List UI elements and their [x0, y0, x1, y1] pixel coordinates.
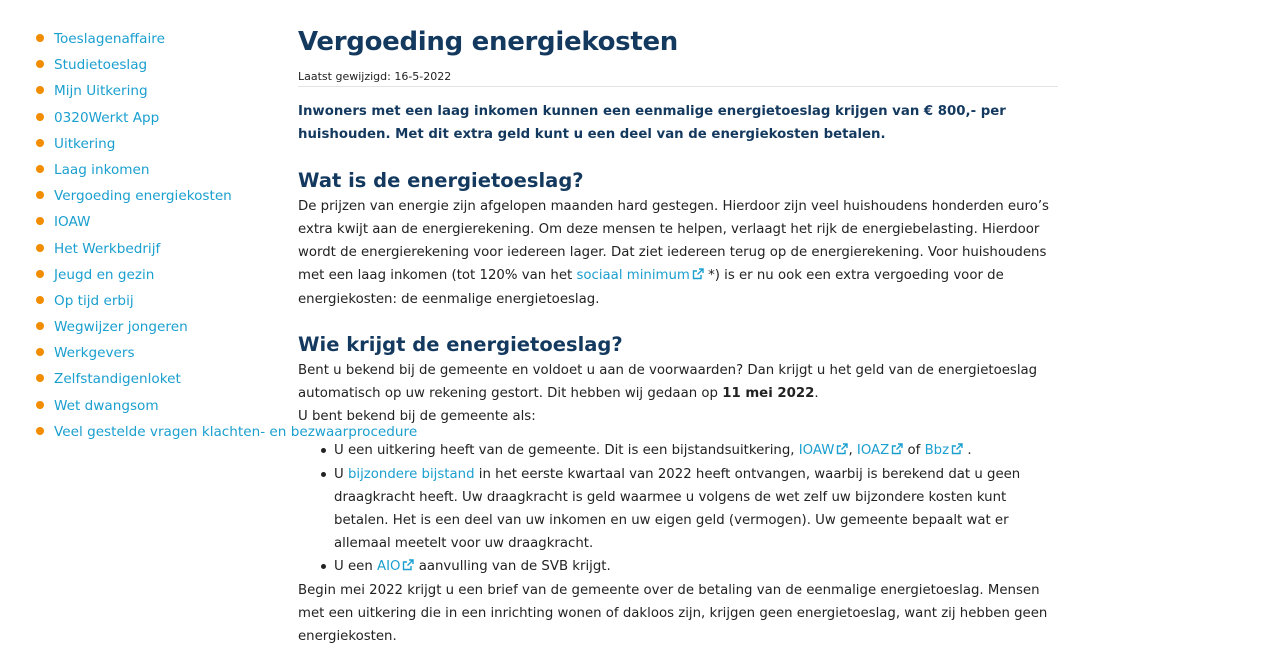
sidebar-link[interactable]: Vergoeding energiekosten — [54, 188, 232, 205]
article — [298, 24, 1058, 648]
payment-date: 11 mei 2022 — [722, 386, 815, 401]
sidebar-item-werkgevers[interactable] — [35, 342, 275, 368]
ioaz-link[interactable] — [857, 443, 903, 458]
bullet-icon — [36, 113, 44, 121]
paragraph-end: . — [814, 386, 819, 401]
bullet-icon — [321, 472, 326, 477]
link-text: Bbz — [924, 443, 950, 458]
sidebar-item-studietoeslag[interactable] — [35, 54, 275, 80]
bullet-icon — [36, 60, 44, 68]
sidebar-link[interactable]: Mijn Uitkering — [54, 83, 148, 100]
bullet-icon — [36, 165, 44, 173]
sidebar-link[interactable]: Veel gestelde vragen klachten- en bezwaarprocedure — [54, 423, 418, 440]
sidebar-item-vergoeding-energiekosten[interactable] — [35, 185, 275, 211]
item-text: U een — [334, 559, 373, 574]
sidebar-item-laag-inkomen[interactable] — [35, 159, 275, 185]
sidebar-link[interactable]: Op tijd erbij — [54, 292, 134, 309]
sidebar-item-het-werkbedrijf[interactable] — [35, 238, 275, 264]
paragraph-text: De prijzen van energie zijn afgelopen maanden hard gestegen. Hierdoor zijn veel huishoudens honderden euro’s extra kwijt aan de energierekening. Om deze mensen te helpen, verlaagt het rijk de energiebelasting. Hierdoor wordt de energierekening voor iedereen lager. Dat ziet iedereen terug op de energierekening. Voor huishoudens met een laag inkomen (tot 120% van het — [298, 199, 1049, 283]
section-heading-wat-is: Wat is de energietoeslag? — [298, 169, 584, 192]
sidebar-link[interactable]: Wegwijzer jongeren — [54, 319, 188, 336]
item-text: U — [334, 467, 344, 482]
list-item — [334, 463, 1058, 555]
sidebar-item-mijn-uitkering[interactable] — [35, 80, 275, 106]
bullet-icon — [36, 34, 44, 42]
sidebar-link[interactable]: Toeslagenaffaire — [54, 31, 165, 47]
bullet-icon — [36, 401, 44, 409]
bullet-icon — [36, 322, 44, 330]
bullet-icon — [36, 374, 44, 382]
sidebar-item-op-tijd-erbij[interactable] — [35, 290, 275, 316]
sidebar-item-wegwijzer-jongeren[interactable] — [35, 316, 275, 342]
bullet-icon — [321, 448, 326, 453]
ioaw-link[interactable] — [799, 443, 849, 458]
sidebar-link[interactable]: Zelfstandigenloket — [54, 371, 181, 388]
section-heading-wie-krijgt: Wie krijgt de energietoeslag? — [298, 333, 623, 356]
paragraph-bekend: U bent bekend bij de gemeente als: — [298, 409, 536, 424]
sidebar-item-toeslagenaffaire[interactable] — [35, 28, 275, 54]
sidebar-item-ioaw[interactable] — [35, 211, 275, 237]
sidebar-item-jeugd-en-gezin[interactable] — [35, 264, 275, 290]
bullet-icon — [36, 270, 44, 278]
bullet-icon — [36, 348, 44, 356]
bullet-icon — [36, 86, 44, 94]
bullet-icon — [36, 296, 44, 304]
sidebar-link[interactable]: Wet dwangsom — [54, 397, 159, 414]
external-link-icon — [891, 440, 903, 463]
item-text: U een uitkering heeft van de gemeente. Dit is een bijstandsuitkering, — [334, 443, 795, 458]
aio-link[interactable] — [377, 559, 414, 574]
sidebar-link[interactable]: IOAW — [54, 214, 91, 231]
bbz-link[interactable] — [925, 443, 964, 458]
sidebar-item-uitkering[interactable] — [35, 133, 275, 159]
item-end: . — [967, 443, 972, 458]
bijzondere-bijstand-link[interactable]: bijzondere bijstand — [347, 467, 475, 482]
sidebar-item-zelfstandigenloket[interactable] — [35, 368, 275, 394]
conditions-list — [298, 439, 1058, 579]
bullet-icon — [321, 564, 326, 569]
sidebar-link[interactable]: Laag inkomen — [54, 161, 150, 178]
paragraph-text: *) is er nu ook een extra vergoeding voor de energiekosten: de eenmalige energietoeslag. — [298, 268, 1004, 307]
sidebar-link[interactable]: 0320Werkt App — [54, 109, 160, 126]
sidebar-item-0320werkt-app[interactable] — [35, 107, 275, 133]
link-text: IOAW — [798, 443, 835, 458]
list-item — [334, 555, 1058, 579]
bullet-icon — [36, 217, 44, 225]
link-text: sociaal minimum — [576, 268, 690, 283]
sidebar-link[interactable]: Studietoeslag — [54, 57, 148, 74]
separator: of — [907, 443, 921, 458]
bullet-icon — [36, 191, 44, 199]
bullet-icon — [36, 427, 44, 435]
external-link-icon — [402, 556, 414, 579]
separator: , — [848, 443, 853, 458]
sidebar-link[interactable]: Het Werkbedrijf — [54, 240, 161, 257]
last-modified: Laatst gewijzigd: 16-5-2022 — [298, 70, 1058, 87]
external-link-icon — [692, 265, 704, 288]
paragraph-wat-is — [298, 195, 1058, 311]
external-link-icon — [951, 440, 963, 463]
sidebar-item-veel-gestelde-vragen[interactable] — [35, 421, 418, 447]
link-text: AIO — [376, 559, 401, 574]
bullet-icon — [36, 244, 44, 252]
bullet-icon — [36, 139, 44, 147]
paragraph-wie-krijgt — [298, 359, 1058, 405]
sidebar-link[interactable]: Werkgevers — [54, 345, 135, 362]
sociaal-minimum-link[interactable] — [576, 268, 703, 283]
item-text: aanvulling van de SVB krijgt. — [418, 559, 611, 574]
paragraph-text: Bent u bekend bij de gemeente en voldoet u aan de voorwaarden? Dan krijgt u het geld van de energietoeslag automatisch op uw rekening gestort. Dit hebben wij gedaan op — [298, 363, 1038, 401]
sidebar-link[interactable]: Uitkering — [54, 135, 116, 152]
item-text: in het eerste kwartaal van 2022 heeft ontvangen, waarbij is berekend dat u geen draagkracht heeft. Uw draagkracht is geld waarmee u volgens de wet zelf uw bijzondere kosten kunt betalen. Het is een deel van uw inkomen en uw eigen geld (vermogen). Uw gemeente bepaalt wat er allemaal meetelt voor uw draagkracht. — [334, 467, 1021, 551]
paragraph-brief: Begin mei 2022 krijgt u een brief van de gemeente over de betaling van de eenmalige energietoeslag. Mensen met een uitkering die in een inrichting wonen of dakloos zijn, krijgen geen energietoeslag, want zij hebben geen energiekosten. — [298, 583, 1048, 644]
sidebar-item-wet-dwangsom[interactable] — [35, 395, 275, 421]
intro-paragraph: Inwoners met een laag inkomen kunnen een eenmalige energietoeslag krijgen van € 800,- per huishouden. Met dit extra geld kunt u een deel van de energiekosten betalen. — [298, 104, 1006, 142]
list-item — [334, 439, 1058, 463]
sidebar-link[interactable]: Jeugd en gezin — [54, 266, 155, 283]
page-title: Vergoeding energiekosten — [298, 27, 679, 57]
link-text: IOAZ — [856, 443, 890, 458]
external-link-icon — [836, 440, 848, 463]
